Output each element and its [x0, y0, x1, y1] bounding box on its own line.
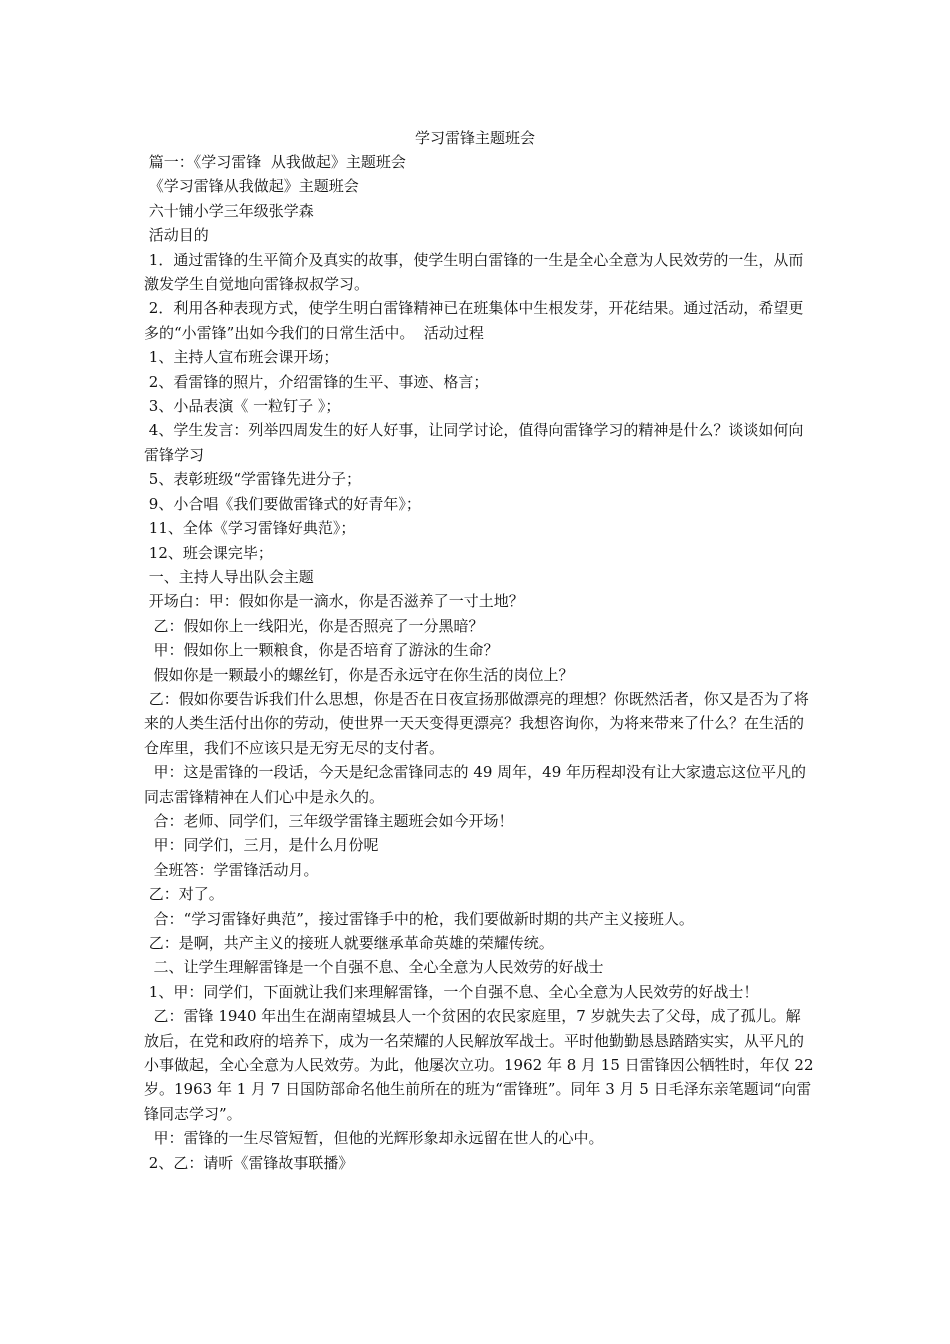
paragraph: 甲：这是雷锋的一段话，今天是纪念雷锋同志的 49 周年，49 年历程却没有让大家遗忘这位平凡的同志雷锋精神在人们心中是永久的。 — [144, 763, 807, 806]
paragraph: 甲：假如你上一颗粮食，你是否培育了游泳的生命？ — [144, 641, 499, 660]
paragraph: 合：“学习雷锋好典范”，接过雷锋手中的枪，我们要做新时期的共产主义接班人。 — [144, 909, 694, 928]
paragraph: 乙：假如你上一线阳光，你是否照亮了一分黑暗？ — [144, 616, 484, 635]
paragraph: 1、甲：同学们，下面就让我们来理解雷锋，一个自强不息、全心全意为人民效劳的好战士！ — [144, 982, 759, 1001]
paragraph: 开场白：甲：假如你是一滴水，你是否滋养了一寸土地？ — [144, 592, 524, 611]
paragraph: 《学习雷锋从我做起》主题班会 — [144, 177, 359, 196]
paragraph: 六十铺小学三年级张学森 — [144, 201, 314, 220]
paragraph: 1、主持人宣布班会课开场； — [144, 348, 339, 367]
paragraph: 11、全体《学习雷锋好典范》； — [144, 519, 356, 538]
document-body — [144, 150, 819, 1175]
paragraph: 2．利用各种表现方式，使学生明白雷锋精神已在班集体中生根发芽，开花结果。通过活动，希望更多的“小雷锋”出如今我们的日常生活中。 活动过程 — [144, 299, 804, 342]
paragraph: 二、让学生理解雷锋是一个自强不息、全心全意为人民效劳的好战士 — [144, 958, 604, 977]
paragraph: 甲：雷锋的一生尽管短暂，但他的光辉形象却永远留在世人的心中。 — [144, 1129, 604, 1148]
paragraph: 2、乙：请听《雷锋故事联播》 — [144, 1153, 354, 1172]
paragraph: 9、小合唱《我们要做雷锋式的好青年》； — [144, 494, 421, 513]
paragraph: 甲：同学们，三月，是什么月份呢 — [144, 836, 379, 855]
paragraph: 乙：对了。 — [144, 885, 224, 904]
paragraph: 乙：雷锋 1940 年出生在湖南望城县人一个贫困的农民家庭里，7 岁就失去了父母，成了孤儿。解放后，在党和政府的培养下，成为一名荣耀的人民解放军战士。平时他勤勤恳恳踏踏实实，从平凡的小事做起，全心全意为人民效劳。为此，他屡次立功。1962 年 8 月 15 日雷锋因公牺牲时，年仅 22 岁。1963 年 1 月 7 日国防部命名他生前所在的班为“雷锋班”。同年 3 月 5 日毛泽东亲笔题词“向雷锋同志学习”。 — [144, 1007, 819, 1123]
document-title: 学习雷锋主题班会 — [414, 129, 535, 147]
paragraph: 全班答：学雷锋活动月。 — [144, 860, 319, 879]
paragraph: 5、表彰班级“学雷锋先进分子； — [144, 470, 361, 489]
paragraph: 乙：假如你要告诉我们什么思想，你是否在日夜宣扬那做漂亮的理想？你既然活者，你又是否为了将来的人类生活付出你的劳动，使世界一天天变得更漂亮？我想咨询你，为将来带来了什么？在生活的仓库里，我们不应该只是无穷无尽的支付者。 — [144, 689, 809, 757]
paragraph: 12、班会课完毕； — [144, 543, 273, 562]
paragraph: 合：老师、同学们，三年级学雷锋主题班会如今开场！ — [144, 811, 514, 830]
paragraph: 活动目的 — [144, 226, 209, 245]
paragraph: 篇一：《学习雷锋 从我做起》主题班会 — [144, 153, 406, 171]
paragraph: 1．通过雷锋的生平简介及真实的故事，使学生明白雷锋的一生是全心全意为人民效劳的一生，从而激发学生自觉地向雷锋叔叔学习。 — [144, 250, 804, 294]
paragraph: 2、看雷锋的照片，介绍雷锋的生平、事迹、格言； — [144, 372, 489, 391]
paragraph: 3、小品表演《 一粒钉子 》； — [144, 397, 341, 416]
paragraph: 假如你是一颗最小的螺丝钉，你是否永远守在你生活的岗位上？ — [144, 665, 574, 684]
paragraph: 乙：是啊，共产主义的接班人就要继承革命英雄的荣耀传统。 — [144, 934, 554, 952]
paragraph: 一、主持人导出队会主题 — [144, 567, 314, 586]
paragraph: 4、学生发言：列举四周发生的好人好事，让同学讨论，值得向雷锋学习的精神是什么？谈谈如何向雷锋学习 — [144, 421, 804, 464]
